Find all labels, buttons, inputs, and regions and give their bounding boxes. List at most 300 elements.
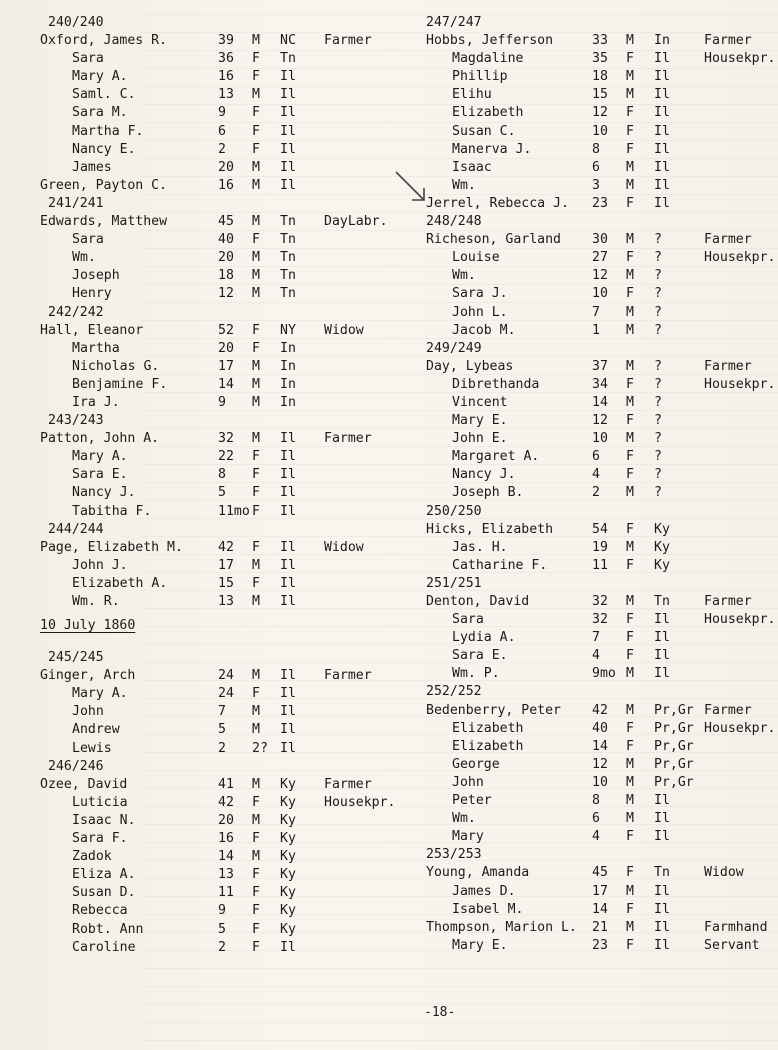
census-entry-row bbox=[40, 740, 410, 758]
person-sex: M bbox=[626, 177, 634, 193]
census-entry-row bbox=[422, 394, 778, 412]
census-entry-row bbox=[40, 430, 410, 448]
person-age: 54 bbox=[592, 521, 608, 537]
person-sex: M bbox=[252, 776, 260, 792]
person-birthplace: Ky bbox=[280, 885, 296, 901]
person-birthplace: Il bbox=[280, 557, 296, 573]
person-birthplace: NC bbox=[280, 33, 296, 49]
person-age: 6 bbox=[592, 811, 600, 827]
person-name: Elizabeth bbox=[452, 105, 524, 121]
person-sex: M bbox=[626, 919, 634, 935]
person-name: Tabitha F. bbox=[72, 503, 152, 519]
person-age: 2 bbox=[218, 141, 226, 157]
person-birthplace: ? bbox=[654, 376, 662, 392]
person-age: 20 bbox=[218, 159, 234, 175]
person-birthplace: Il bbox=[654, 648, 670, 664]
person-name: Richeson, Garland bbox=[426, 232, 561, 248]
census-entry-row bbox=[40, 921, 410, 939]
person-sex: F bbox=[252, 794, 260, 810]
person-age: 6 bbox=[592, 449, 600, 465]
person-sex: M bbox=[252, 33, 260, 49]
person-name: Mary E. bbox=[452, 413, 508, 429]
person-sex: M bbox=[626, 666, 634, 682]
person-age: 14 bbox=[218, 849, 234, 865]
person-age: 34 bbox=[592, 376, 608, 392]
person-birthplace: ? bbox=[654, 250, 662, 266]
person-sex: F bbox=[626, 937, 634, 953]
census-entry-row bbox=[40, 231, 410, 249]
household-number-text: 252/252 bbox=[426, 684, 482, 700]
person-name: Sara J. bbox=[452, 286, 508, 302]
person-name: Day, Lybeas bbox=[426, 358, 514, 374]
household-number bbox=[422, 213, 778, 231]
person-age: 12 bbox=[592, 413, 608, 429]
person-sex: M bbox=[252, 722, 260, 738]
person-age: 17 bbox=[218, 358, 234, 374]
person-occupation: Housekpr. bbox=[704, 51, 776, 67]
person-sex: F bbox=[626, 648, 634, 664]
person-name: Jas. H. bbox=[452, 539, 508, 555]
census-entry-row bbox=[422, 756, 778, 774]
person-age: 39 bbox=[218, 33, 234, 49]
person-sex: M bbox=[626, 594, 634, 609]
person-birthplace: NY bbox=[280, 322, 296, 338]
census-entry-row bbox=[40, 394, 410, 412]
person-birthplace: Tn bbox=[280, 250, 296, 266]
person-sex: M bbox=[626, 774, 634, 790]
household-number-text: 251/251 bbox=[426, 575, 482, 591]
person-name: Hicks, Elizabeth bbox=[426, 521, 554, 537]
person-age: 10 bbox=[592, 774, 608, 790]
person-age: 8 bbox=[218, 467, 226, 483]
person-name: Elihu bbox=[452, 87, 492, 103]
census-entry-row bbox=[40, 50, 410, 68]
person-age: 12 bbox=[592, 105, 608, 121]
person-birthplace: Tn bbox=[280, 286, 296, 302]
person-name: John J. bbox=[72, 557, 128, 573]
person-sex: M bbox=[626, 87, 634, 103]
person-sex: M bbox=[626, 159, 634, 175]
person-sex: F bbox=[252, 867, 260, 883]
census-entry-row bbox=[422, 919, 778, 937]
spacer bbox=[40, 639, 410, 649]
person-name: Denton, David bbox=[426, 594, 530, 609]
household-number bbox=[40, 14, 410, 32]
person-sex: F bbox=[626, 467, 634, 483]
census-entry-row bbox=[40, 104, 410, 122]
person-age: 9 bbox=[218, 105, 226, 121]
person-sex: F bbox=[252, 123, 260, 139]
person-age: 5 bbox=[218, 485, 226, 501]
person-sex: M bbox=[626, 883, 634, 899]
person-birthplace: Il bbox=[280, 939, 296, 955]
person-age: 14 bbox=[592, 738, 608, 754]
person-birthplace: Il bbox=[280, 575, 296, 591]
census-entry-row bbox=[422, 828, 778, 846]
person-name: Joseph bbox=[72, 268, 120, 284]
person-sex: M bbox=[252, 159, 260, 175]
person-age: 24 bbox=[218, 686, 234, 702]
person-sex: M bbox=[626, 232, 634, 248]
person-age: 40 bbox=[592, 720, 608, 736]
person-age: 32 bbox=[592, 612, 608, 628]
census-entry-row bbox=[422, 376, 778, 394]
census-entry-row bbox=[422, 104, 778, 122]
person-birthplace: Ky bbox=[280, 849, 296, 865]
person-age: 16 bbox=[218, 831, 234, 847]
person-name: Isaac bbox=[452, 159, 492, 175]
person-sex: F bbox=[626, 250, 634, 266]
person-sex: F bbox=[252, 921, 260, 937]
person-sex: M bbox=[626, 485, 634, 501]
person-name: Wm. R. bbox=[72, 594, 120, 609]
household-number bbox=[40, 649, 410, 667]
person-sex: M bbox=[252, 394, 260, 410]
person-age: 35 bbox=[592, 51, 608, 67]
person-age: 11 bbox=[592, 557, 608, 573]
household-number-text: 247/247 bbox=[426, 15, 482, 30]
person-name: Lydia A. bbox=[452, 630, 516, 646]
person-age: 40 bbox=[218, 232, 234, 248]
person-name: Wm. bbox=[72, 250, 96, 266]
person-age: 13 bbox=[218, 87, 234, 103]
person-birthplace: Il bbox=[654, 811, 670, 827]
person-name: Susan C. bbox=[452, 123, 516, 139]
person-name: Ginger, Arch bbox=[40, 668, 136, 684]
person-age: 10 bbox=[592, 431, 608, 447]
person-birthplace: Pr,Gr bbox=[654, 756, 694, 772]
person-birthplace: Il bbox=[654, 829, 670, 845]
person-name: Sara E. bbox=[452, 648, 508, 664]
person-birthplace: Il bbox=[654, 883, 670, 899]
person-name: Ira J. bbox=[72, 394, 120, 410]
person-name: Louise bbox=[452, 250, 500, 266]
person-birthplace: Tn bbox=[280, 268, 296, 284]
person-age: 3 bbox=[592, 177, 600, 193]
household-number-text: 246/246 bbox=[48, 758, 104, 774]
person-sex: M bbox=[252, 431, 260, 447]
census-entry-row bbox=[40, 123, 410, 141]
person-name: Oxford, James R. bbox=[40, 33, 168, 49]
person-sex: F bbox=[626, 630, 634, 646]
census-entry-row bbox=[40, 340, 410, 358]
person-birthplace: ? bbox=[654, 413, 662, 429]
person-sex: M bbox=[252, 250, 260, 266]
person-sex: F bbox=[626, 738, 634, 754]
person-sex: F bbox=[252, 686, 260, 702]
person-birthplace: Pr,Gr bbox=[654, 720, 694, 736]
person-name: Nicholas G. bbox=[72, 358, 160, 374]
person-birthplace: Ky bbox=[654, 557, 670, 573]
person-name: Patton, John A. bbox=[40, 431, 160, 447]
person-birthplace: Il bbox=[280, 449, 296, 465]
census-entry-row bbox=[40, 557, 410, 575]
person-name: Thompson, Marion L. bbox=[426, 919, 577, 935]
person-sex: M bbox=[626, 69, 634, 85]
person-name: Joseph B. bbox=[452, 485, 524, 501]
person-name: Ozee, David bbox=[40, 776, 128, 792]
census-entry-row bbox=[422, 864, 778, 882]
person-sex: 2? bbox=[252, 740, 268, 756]
census-entry-row bbox=[40, 141, 410, 159]
person-sex: F bbox=[252, 467, 260, 483]
person-occupation: Farmer bbox=[704, 358, 752, 374]
person-occupation: Farmer bbox=[324, 776, 372, 792]
person-sex: F bbox=[626, 720, 634, 736]
person-name: Sara bbox=[72, 51, 104, 67]
person-name: John bbox=[452, 774, 484, 790]
census-entry-row bbox=[40, 794, 410, 812]
person-birthplace: In bbox=[280, 394, 296, 410]
person-occupation: Housekpr. bbox=[324, 794, 396, 810]
person-name: Mary A. bbox=[72, 69, 128, 85]
household-number bbox=[422, 503, 778, 521]
person-sex: M bbox=[252, 594, 260, 609]
household-number bbox=[40, 521, 410, 539]
person-name: Catharine F. bbox=[452, 557, 548, 573]
person-birthplace: Ky bbox=[654, 521, 670, 537]
census-entry-row bbox=[40, 285, 410, 303]
person-occupation: Widow bbox=[704, 865, 744, 881]
person-name: John E. bbox=[452, 431, 508, 447]
census-entry-row bbox=[40, 484, 410, 502]
person-birthplace: ? bbox=[654, 322, 662, 338]
left-column bbox=[40, 14, 410, 957]
person-birthplace: Il bbox=[280, 123, 296, 139]
person-name: Peter bbox=[452, 793, 492, 809]
person-birthplace: ? bbox=[654, 485, 662, 501]
person-sex: F bbox=[252, 575, 260, 591]
person-birthplace: Il bbox=[280, 141, 296, 157]
person-sex: F bbox=[252, 903, 260, 919]
census-entry-row bbox=[422, 32, 778, 50]
person-birthplace: Il bbox=[654, 69, 670, 85]
person-name: Saml. C. bbox=[72, 87, 136, 103]
person-occupation: DayLabr. bbox=[324, 214, 388, 230]
person-name: Mary A. bbox=[72, 449, 128, 465]
person-age: 18 bbox=[218, 268, 234, 284]
person-name: Sara bbox=[72, 232, 104, 248]
person-birthplace: Il bbox=[280, 105, 296, 121]
person-age: 42 bbox=[218, 539, 234, 555]
person-age: 2 bbox=[218, 939, 226, 955]
person-occupation: Farmer bbox=[704, 232, 752, 248]
person-name: James bbox=[72, 159, 112, 175]
person-sex: M bbox=[252, 668, 260, 684]
person-sex: M bbox=[252, 376, 260, 392]
person-birthplace: ? bbox=[654, 232, 662, 248]
person-name: Zadok bbox=[72, 849, 112, 865]
person-birthplace: Il bbox=[280, 485, 296, 501]
person-birthplace: Il bbox=[280, 722, 296, 738]
census-entry-row bbox=[40, 667, 410, 685]
person-birthplace: Il bbox=[280, 594, 296, 609]
person-sex: F bbox=[626, 449, 634, 465]
person-birthplace: Ky bbox=[280, 903, 296, 919]
person-name: Page, Elizabeth M. bbox=[40, 539, 183, 555]
census-entry-row bbox=[422, 412, 778, 430]
person-age: 45 bbox=[218, 214, 234, 230]
person-age: 37 bbox=[592, 358, 608, 374]
census-entry-row bbox=[422, 937, 778, 955]
person-birthplace: Ky bbox=[654, 539, 670, 555]
person-birthplace: In bbox=[280, 358, 296, 374]
census-entry-row bbox=[40, 249, 410, 267]
person-birthplace: Il bbox=[654, 630, 670, 646]
person-age: 14 bbox=[592, 901, 608, 917]
census-entry-row bbox=[422, 720, 778, 738]
person-age: 7 bbox=[592, 630, 600, 646]
person-age: 17 bbox=[218, 557, 234, 573]
person-name: Wm. bbox=[452, 177, 476, 193]
person-sex: M bbox=[252, 812, 260, 828]
household-number bbox=[422, 14, 778, 32]
person-sex: M bbox=[626, 756, 634, 772]
census-entry-row bbox=[40, 721, 410, 739]
person-birthplace: ? bbox=[654, 304, 662, 320]
census-entry-row bbox=[422, 159, 778, 177]
census-entry-row bbox=[422, 141, 778, 159]
census-entry-row bbox=[422, 304, 778, 322]
person-birthplace: Il bbox=[280, 704, 296, 720]
person-age: 5 bbox=[218, 921, 226, 937]
census-entry-row bbox=[422, 883, 778, 901]
person-birthplace: Il bbox=[654, 937, 670, 953]
person-name: Hobbs, Jefferson bbox=[426, 33, 554, 49]
person-birthplace: Il bbox=[280, 686, 296, 702]
person-sex: F bbox=[626, 413, 634, 429]
census-entry-row bbox=[40, 884, 410, 902]
person-age: 13 bbox=[218, 867, 234, 883]
census-entry-row bbox=[40, 177, 410, 195]
person-age: 41 bbox=[218, 776, 234, 792]
census-entry-row bbox=[40, 68, 410, 86]
census-entry-row bbox=[40, 32, 410, 50]
person-age: 6 bbox=[592, 159, 600, 175]
person-sex: F bbox=[252, 141, 260, 157]
right-column bbox=[422, 14, 778, 955]
census-entry-row bbox=[422, 665, 778, 683]
person-sex: M bbox=[252, 177, 260, 193]
census-entry-row bbox=[422, 774, 778, 792]
person-age: 20 bbox=[218, 812, 234, 828]
person-age: 7 bbox=[592, 304, 600, 320]
census-entry-row bbox=[422, 267, 778, 285]
person-occupation: Housekpr. bbox=[704, 250, 776, 266]
date-heading-text: 10 July 1860 bbox=[40, 618, 136, 634]
person-age: 4 bbox=[592, 648, 600, 664]
person-name: Magdaline bbox=[452, 51, 524, 67]
household-number-text: 242/242 bbox=[48, 304, 104, 320]
household-number-text: 240/240 bbox=[48, 15, 104, 30]
census-entry-row bbox=[422, 593, 778, 611]
person-sex: M bbox=[626, 539, 634, 555]
person-age: 17 bbox=[592, 883, 608, 899]
person-sex: F bbox=[626, 829, 634, 845]
census-entry-row bbox=[40, 213, 410, 231]
person-age: 12 bbox=[592, 756, 608, 772]
person-birthplace: Pr,Gr bbox=[654, 702, 694, 718]
census-entry-row bbox=[422, 123, 778, 141]
census-entry-row bbox=[40, 539, 410, 557]
household-number bbox=[422, 340, 778, 358]
person-birthplace: In bbox=[654, 33, 670, 49]
person-age: 52 bbox=[218, 322, 234, 338]
person-age: 14 bbox=[592, 394, 608, 410]
person-sex: F bbox=[252, 322, 260, 338]
person-birthplace: Il bbox=[280, 503, 296, 519]
person-name: Rebecca bbox=[72, 903, 128, 919]
person-sex: F bbox=[252, 831, 260, 847]
person-age: 21 bbox=[592, 919, 608, 935]
census-entry-row bbox=[422, 792, 778, 810]
census-entry-row bbox=[40, 703, 410, 721]
census-entry-row bbox=[422, 358, 778, 376]
census-entry-row bbox=[422, 231, 778, 249]
person-occupation: Farmer bbox=[704, 33, 752, 49]
census-entry-row bbox=[40, 86, 410, 104]
person-birthplace: Il bbox=[654, 159, 670, 175]
person-sex: F bbox=[252, 449, 260, 465]
person-name: Susan D. bbox=[72, 885, 136, 901]
person-sex: F bbox=[626, 901, 634, 917]
person-birthplace: Tn bbox=[654, 594, 670, 609]
census-entry-row bbox=[40, 939, 410, 957]
person-sex: F bbox=[626, 141, 634, 157]
person-name: Nancy E. bbox=[72, 141, 136, 157]
person-birthplace: Il bbox=[654, 105, 670, 121]
person-sex: M bbox=[252, 286, 260, 302]
person-name: George bbox=[452, 756, 500, 772]
person-age: 22 bbox=[218, 449, 234, 465]
person-birthplace: Tn bbox=[280, 232, 296, 248]
person-name: Sara E. bbox=[72, 467, 128, 483]
census-entry-row bbox=[422, 177, 778, 195]
person-age: 15 bbox=[592, 87, 608, 103]
person-age: 10 bbox=[592, 123, 608, 139]
person-birthplace: ? bbox=[654, 286, 662, 302]
household-number-text: 243/243 bbox=[48, 413, 104, 429]
person-occupation: Farmhand bbox=[704, 919, 768, 935]
person-birthplace: Il bbox=[654, 123, 670, 139]
person-birthplace: Pr,Gr bbox=[654, 738, 694, 754]
person-birthplace: Ky bbox=[280, 812, 296, 828]
person-age: 32 bbox=[218, 431, 234, 447]
census-entry-row bbox=[422, 901, 778, 919]
person-sex: F bbox=[252, 539, 260, 555]
person-age: 16 bbox=[218, 177, 234, 193]
person-sex: M bbox=[626, 394, 634, 410]
person-age: 8 bbox=[592, 793, 600, 809]
person-sex: M bbox=[626, 811, 634, 827]
person-name: Phillip bbox=[452, 69, 508, 85]
household-number bbox=[40, 304, 410, 322]
person-name: Eliza A. bbox=[72, 867, 136, 883]
census-entry-row bbox=[40, 466, 410, 484]
person-name: Nancy J. bbox=[72, 485, 136, 501]
person-age: 33 bbox=[592, 33, 608, 49]
person-sex: F bbox=[626, 557, 634, 573]
person-name: Martha bbox=[72, 340, 120, 356]
person-age: 30 bbox=[592, 232, 608, 248]
person-age: 27 bbox=[592, 250, 608, 266]
person-sex: F bbox=[252, 69, 260, 85]
person-age: 6 bbox=[218, 123, 226, 139]
person-name: Green, Payton C. bbox=[40, 177, 168, 193]
census-entry-row bbox=[40, 866, 410, 884]
person-sex: M bbox=[252, 849, 260, 865]
person-birthplace: Il bbox=[280, 539, 296, 555]
